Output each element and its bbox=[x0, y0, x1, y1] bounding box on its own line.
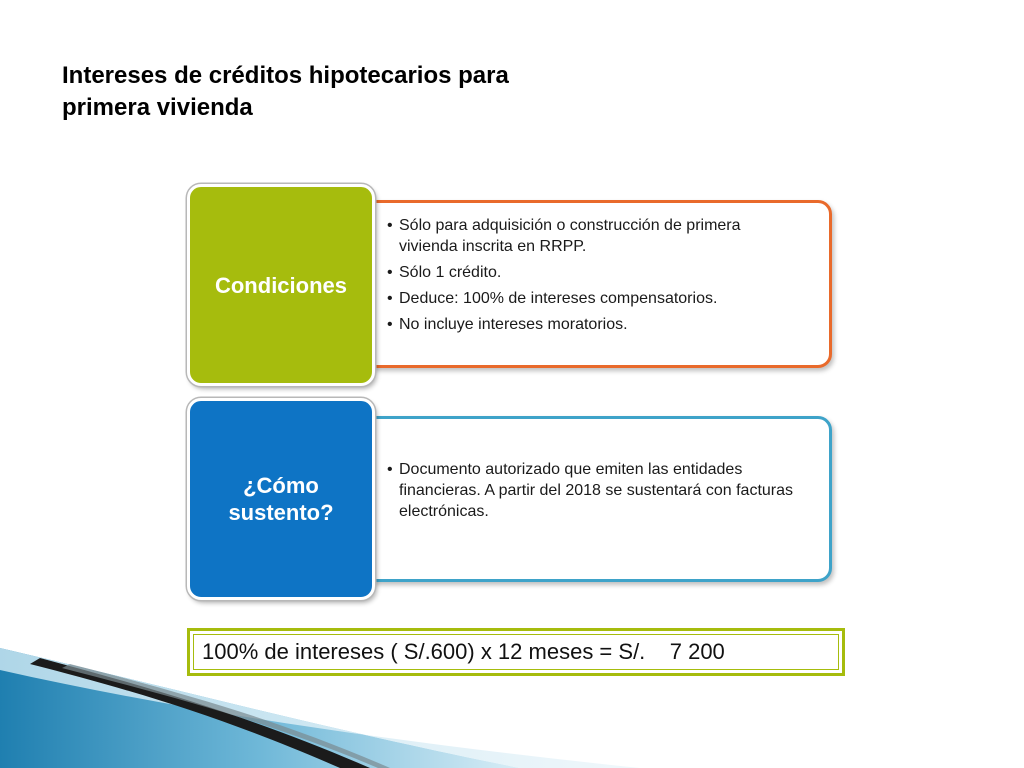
slide-title-line-2: primera vivienda bbox=[62, 94, 253, 121]
sustento-label bbox=[228, 472, 333, 526]
slide-title bbox=[62, 60, 662, 124]
sustento-bullet-list bbox=[387, 459, 797, 527]
sustento-label-box bbox=[187, 398, 375, 600]
condiciones-bullet: • Deduce: 100% de intereses compensatorios. bbox=[387, 288, 787, 309]
condiciones-label: Condiciones bbox=[214, 272, 347, 298]
sustento-bullet: • Documento autorizado que emiten las entidades financieras. A partir del 2018 se sustentará con facturas electrónicas. bbox=[387, 459, 797, 522]
sustento-panel bbox=[340, 416, 832, 582]
condiciones-bullet: • Sólo 1 crédito. bbox=[387, 262, 787, 283]
result-formula: 100% de intereses ( S/.600) x 12 meses = S/. 7 200 bbox=[193, 634, 839, 670]
condiciones-bullet: • Sólo para adquisición o construcción de primera vivienda inscrita en RRPP. bbox=[387, 215, 787, 257]
sustento-label-line-2: sustento? bbox=[228, 500, 334, 525]
sustento-label-line-1: ¿Cómo bbox=[243, 473, 319, 498]
decorative-swoosh bbox=[0, 620, 1024, 768]
condiciones-label-box bbox=[187, 184, 375, 386]
condiciones-bullet-list bbox=[387, 215, 787, 340]
condiciones-panel bbox=[340, 200, 832, 368]
slide-title-line-1: Intereses de créditos hipotecarios para bbox=[62, 62, 509, 89]
condiciones-bullet: • No incluye intereses moratorios. bbox=[387, 314, 787, 335]
